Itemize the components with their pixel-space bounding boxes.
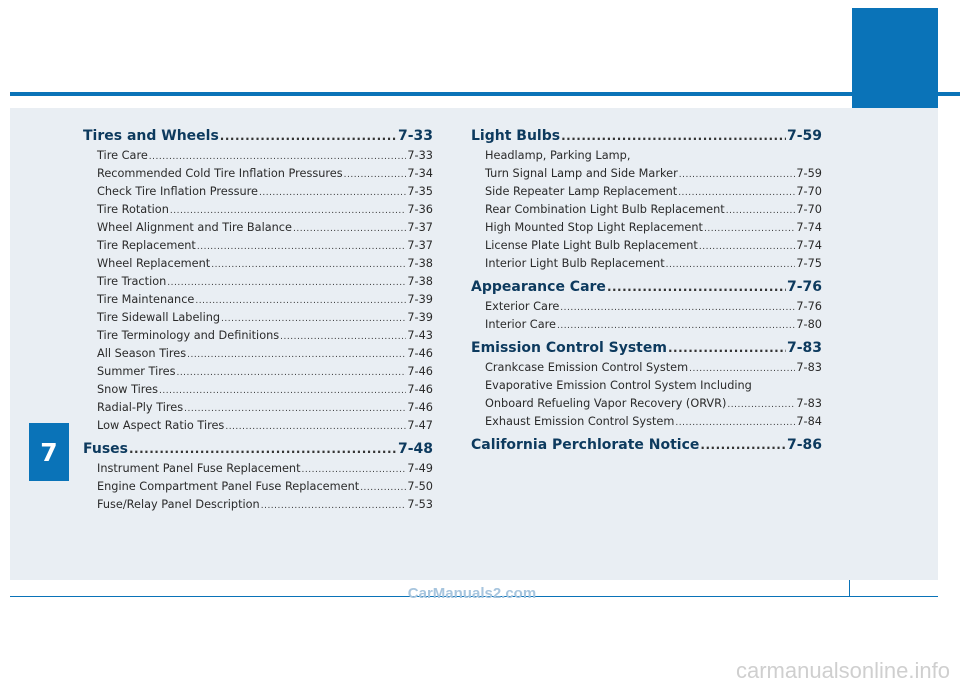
toc-dot-leader [176, 364, 406, 382]
toc-page-number: 7-37 [407, 221, 433, 234]
toc-dot-leader [726, 202, 796, 220]
toc-dot-leader [704, 220, 795, 238]
toc-page-number: 7-46 [407, 401, 433, 414]
toc-entry-label: Engine Compartment Panel Fuse Replacement [97, 480, 360, 493]
toc-dot-leader [668, 337, 786, 359]
toc-page-number: 7-84 [796, 415, 822, 428]
toc-entry-label: Tire Care [97, 149, 148, 162]
toc-page-number: 7-46 [407, 347, 433, 360]
toc-page-number: 7-74 [796, 221, 822, 234]
toc-dot-leader [184, 400, 406, 418]
toc-entry-label: Wheel Replacement [97, 257, 211, 270]
toc-dot-leader [149, 148, 407, 166]
toc-entry-label: Summer Tires [97, 365, 176, 378]
toc-dot-leader [360, 479, 406, 497]
toc-subentry[interactable] [83, 417, 433, 435]
toc-page-number: 7-39 [407, 293, 433, 306]
toc-page-number: 7-70 [796, 185, 822, 198]
toc-entry-label: Onboard Refueling Vapor Recovery (ORVR) [485, 397, 727, 410]
toc-dot-leader [221, 310, 406, 328]
toc-entry-label: California Perchlorate Notice [471, 437, 700, 453]
toc-entry-label: Rear Combination Light Bulb Replacement [485, 203, 725, 216]
toc-dot-leader [679, 166, 796, 184]
toc-subentry[interactable] [471, 395, 822, 413]
toc-page-number: 7-33 [407, 149, 433, 162]
toc-subentry[interactable] [471, 413, 822, 431]
toc-entry-label: Crankcase Emission Control System [485, 361, 689, 374]
toc-page-number: 7-76 [786, 279, 822, 295]
toc-dot-leader [689, 360, 795, 378]
toc-entry-label: Wheel Alignment and Tire Balance [97, 221, 292, 234]
toc-page-number: 7-37 [407, 239, 433, 252]
toc-page-number: 7-46 [407, 383, 433, 396]
toc-entry-label: Exhaust Emission Control System [485, 415, 675, 428]
toc-subentry[interactable] [471, 359, 822, 377]
toc-entry-label: Fuse/Relay Panel Description [97, 498, 260, 511]
toc-dot-leader [675, 414, 795, 432]
toc-page-number: 7-80 [796, 318, 822, 331]
toc-entry-label: Tire Maintenance [97, 293, 195, 306]
toc-entry-label: Side Repeater Lamp Replacement [485, 185, 678, 198]
toc-subentry[interactable] [83, 327, 433, 345]
toc-page-number: 7-83 [786, 340, 822, 356]
toc-section-entry[interactable] [471, 337, 822, 359]
toc-entry-label: High Mounted Stop Light Replacement [485, 221, 703, 234]
toc-dot-leader [678, 184, 795, 202]
toc-entry-label: Snow Tires [97, 383, 158, 396]
toc-dot-leader [344, 166, 407, 184]
toc-continuation-line: Evaporative Emission Control System Including [485, 379, 752, 392]
toc-dot-leader [195, 292, 406, 310]
toc-dot-leader [280, 328, 406, 346]
toc-section-entry[interactable] [83, 438, 433, 460]
toc-column-left [83, 125, 433, 514]
toc-dot-leader [170, 202, 406, 220]
toc-page-number: 7-83 [796, 397, 822, 410]
toc-dot-leader [302, 461, 407, 479]
toc-dot-leader [560, 299, 795, 317]
toc-dot-leader [225, 418, 406, 436]
watermark-top: CarManuals2.com [407, 585, 537, 602]
toc-dot-leader [700, 434, 786, 456]
toc-dot-leader [129, 438, 397, 460]
toc-dot-leader [159, 382, 406, 400]
toc-entry-label: Turn Signal Lamp and Side Marker [485, 167, 678, 180]
toc-subentry[interactable] [83, 460, 433, 478]
toc-page-number: 7-49 [407, 462, 433, 475]
toc-page-number: 7-33 [397, 128, 433, 144]
toc-page-number: 7-48 [397, 441, 433, 457]
toc-subentry[interactable] [471, 237, 822, 255]
toc-subentry[interactable] [83, 165, 433, 183]
toc-entry-label: Check Tire Inflation Pressure [97, 185, 258, 198]
toc-dot-leader [261, 497, 407, 515]
toc-section-entry[interactable] [471, 125, 822, 147]
toc-dot-leader [197, 238, 407, 256]
toc-entry-label: Radial-Ply Tires [97, 401, 184, 414]
toc-page-number: 7-59 [786, 128, 822, 144]
toc-page-number: 7-38 [407, 275, 433, 288]
toc-page-number: 7-76 [796, 300, 822, 313]
toc-entry-label: Appearance Care [471, 279, 606, 295]
toc-subentry[interactable] [83, 291, 433, 309]
toc-dot-leader [220, 125, 397, 147]
toc-subentry[interactable] [471, 165, 822, 183]
toc-dot-leader [187, 346, 406, 364]
toc-subentry[interactable] [83, 147, 433, 165]
toc-page-number: 7-35 [407, 185, 433, 198]
toc-entry-label: Tire Sidewall Labeling [97, 311, 221, 324]
toc-subentry[interactable] [471, 183, 822, 201]
toc-subentry[interactable] [83, 255, 433, 273]
toc-subentry[interactable] [83, 273, 433, 291]
toc-page-number: 7-59 [796, 167, 822, 180]
toc-section-entry[interactable] [471, 276, 822, 298]
toc-subentry[interactable] [83, 399, 433, 417]
toc-dot-leader [666, 256, 796, 274]
toc-page-number: 7-38 [407, 257, 433, 270]
toc-subentry[interactable] [83, 219, 433, 237]
toc-subentry[interactable] [83, 345, 433, 363]
toc-entry-label: Tires and Wheels [83, 128, 219, 144]
chapter-tab[interactable] [29, 423, 69, 481]
toc-entry-label: All Season Tires [97, 347, 187, 360]
toc-subentry[interactable] [83, 309, 433, 327]
toc-section-entry[interactable] [471, 434, 822, 456]
toc-page-number: 7-46 [407, 365, 433, 378]
toc-dot-leader [727, 396, 795, 414]
toc-subentry[interactable] [83, 478, 433, 496]
header-rule [10, 92, 960, 96]
toc-page-number: 7-74 [796, 239, 822, 252]
toc-entry-label: Tire Replacement [97, 239, 196, 252]
toc-section-entry[interactable] [83, 125, 433, 147]
toc-page-number: 7-70 [796, 203, 822, 216]
toc-subentry[interactable] [471, 316, 822, 334]
toc-entry-label: Fuses [83, 441, 128, 457]
toc-entry-label: Tire Terminology and Definitions [97, 329, 280, 342]
toc-dot-leader [167, 274, 406, 292]
toc-entry-label: Light Bulbs [471, 128, 561, 144]
toc-entry-label: Interior Care [485, 318, 556, 331]
toc-entry-label: Tire Rotation [97, 203, 169, 216]
toc-dot-leader [561, 125, 786, 147]
toc-page-number: 7-75 [796, 257, 822, 270]
chapter-header-block [852, 8, 938, 108]
toc-page-number: 7-50 [407, 480, 433, 493]
toc-page-number: 7-43 [407, 329, 433, 342]
toc-entry-label: Tire Traction [97, 275, 167, 288]
toc-page-number: 7-53 [407, 498, 433, 511]
toc-subentry[interactable] [83, 237, 433, 255]
toc-subentry[interactable] [471, 201, 822, 219]
watermark-bottom: carmanualsonline.info [735, 658, 950, 683]
toc-subentry[interactable] [83, 183, 433, 201]
toc-dot-leader [607, 276, 786, 298]
toc-entry-label: License Plate Light Bulb Replacement [485, 239, 698, 252]
toc-subentry[interactable] [83, 201, 433, 219]
toc-column-right [471, 125, 822, 456]
toc-dot-leader [293, 220, 406, 238]
toc-subentry[interactable] [83, 496, 433, 514]
toc-subentry[interactable] [471, 298, 822, 316]
toc-entry-label: Low Aspect Ratio Tires [97, 419, 225, 432]
toc-dot-leader [211, 256, 406, 274]
toc-page-number: 7-47 [407, 419, 433, 432]
toc-continuation-line: Headlamp, Parking Lamp, [485, 149, 631, 162]
toc-entry-label: Interior Light Bulb Replacement [485, 257, 665, 270]
toc-page-number: 7-86 [786, 437, 822, 453]
toc-entry-label: Instrument Panel Fuse Replacement [97, 462, 301, 475]
toc-subentry[interactable] [83, 381, 433, 399]
chapter-number: 7 [40, 437, 58, 467]
toc-page-number: 7-36 [407, 203, 433, 216]
toc-dot-leader [259, 184, 406, 202]
toc-subentry[interactable] [83, 363, 433, 381]
toc-page-number: 7-39 [407, 311, 433, 324]
toc-entry-label: Exterior Care [485, 300, 560, 313]
toc-subentry[interactable] [471, 219, 822, 237]
toc-entry-label: Emission Control System [471, 340, 667, 356]
toc-page-number: 7-83 [796, 361, 822, 374]
toc-subentry[interactable] [471, 255, 822, 273]
toc-dot-leader [557, 317, 795, 335]
toc-page-number: 7-34 [407, 167, 433, 180]
toc-dot-leader [699, 238, 796, 256]
toc-entry-label: Recommended Cold Tire Inflation Pressures [97, 167, 343, 180]
